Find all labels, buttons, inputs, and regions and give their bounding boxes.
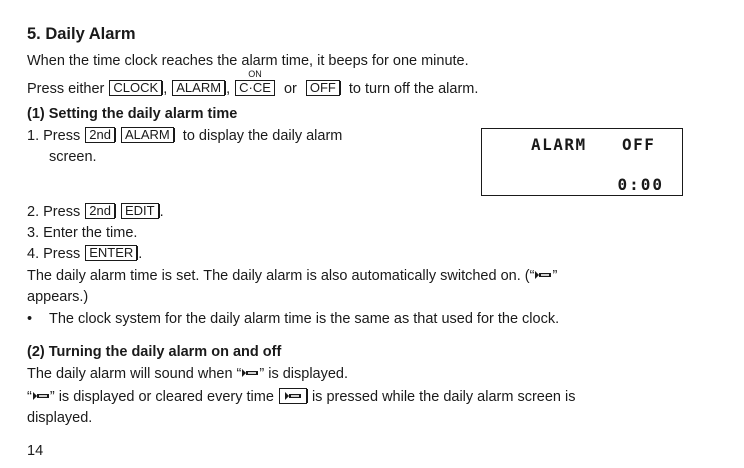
- 2nd-key: 2nd: [85, 127, 115, 143]
- press-text: Press: [43, 246, 81, 262]
- step-1-cont: screen.: [49, 149, 97, 165]
- press-tail: to turn off the alarm.: [348, 81, 479, 97]
- bullet-text: The clock system for the daily alarm time is the same as that used for the clock.: [49, 311, 560, 327]
- cce-key: C·CE: [235, 80, 275, 96]
- result-b: ”: [552, 268, 558, 284]
- step-2: [27, 203, 164, 221]
- result-cont: appears.): [27, 289, 89, 305]
- quote-open: “: [27, 389, 32, 405]
- step-number: 1.: [27, 128, 40, 144]
- lcd-time: 0:00: [617, 175, 664, 194]
- step-number: 4.: [27, 246, 40, 262]
- lcd-alarm-label: ALARM: [531, 135, 587, 154]
- on-off-c3: is pressed while the daily alarm screen is: [311, 389, 576, 405]
- intro-text: When the time clock reaches the alarm time, it beeps for one minute.: [27, 53, 469, 69]
- on-off-c2: ” is displayed or cleared every time: [49, 389, 274, 405]
- alarm-indicator-icon: [534, 270, 552, 280]
- or-text: or: [283, 81, 297, 97]
- alarm-key: ALARM: [172, 80, 225, 96]
- on-off-a: The daily alarm will sound when “: [27, 366, 242, 382]
- step-3: [27, 224, 137, 242]
- on-off-line-2: [27, 388, 575, 406]
- press-lead: Press either: [27, 81, 105, 97]
- period: .: [138, 246, 143, 262]
- subsection-2-title: (2) Turning the daily alarm on and off: [27, 344, 282, 360]
- press-text: Press: [43, 204, 81, 220]
- result-a: The daily alarm time is set. The daily alarm is also automatically switched on. (“: [27, 268, 535, 284]
- step-number: 3.: [27, 225, 40, 241]
- edit-key: EDIT: [121, 203, 159, 219]
- enter-key: ENTER: [85, 245, 137, 261]
- step-4: [27, 245, 142, 263]
- step-text: to display the daily alarm: [182, 128, 343, 144]
- step-text: Enter the time.: [43, 225, 138, 241]
- off-key: OFF: [306, 80, 340, 96]
- section-title: 5. Daily Alarm: [27, 25, 136, 43]
- alarm-key: ALARM: [121, 127, 174, 143]
- bullet-mark: •: [27, 311, 33, 327]
- alarm-indicator-icon: [284, 391, 302, 401]
- period: .: [159, 204, 164, 220]
- subsection-1-title: (1) Setting the daily alarm time: [27, 106, 238, 122]
- result-text: [27, 267, 557, 285]
- press-text: Press: [43, 128, 81, 144]
- page-number: 14: [27, 443, 44, 459]
- step-number: 2.: [27, 204, 40, 220]
- lcd-display: [481, 128, 683, 196]
- on-off-line-3: displayed.: [27, 410, 93, 426]
- lcd-status: OFF: [622, 135, 656, 154]
- alarm-indicator-icon: [241, 368, 259, 378]
- on-off-line-1: [27, 365, 348, 383]
- clock-key: CLOCK: [109, 80, 162, 96]
- cce-key-wrap: [234, 69, 276, 98]
- alarm-indicator-icon: [32, 391, 50, 401]
- bullet-item: [27, 310, 559, 328]
- sep: ,: [226, 81, 231, 97]
- step-1: [27, 127, 342, 145]
- 2nd-key: 2nd: [85, 203, 115, 219]
- alarm-toggle-key: [279, 388, 307, 404]
- on-off-b: ” is displayed.: [259, 366, 349, 382]
- sep: ,: [163, 81, 168, 97]
- on-label: ON: [248, 69, 262, 79]
- press-line: [27, 69, 479, 98]
